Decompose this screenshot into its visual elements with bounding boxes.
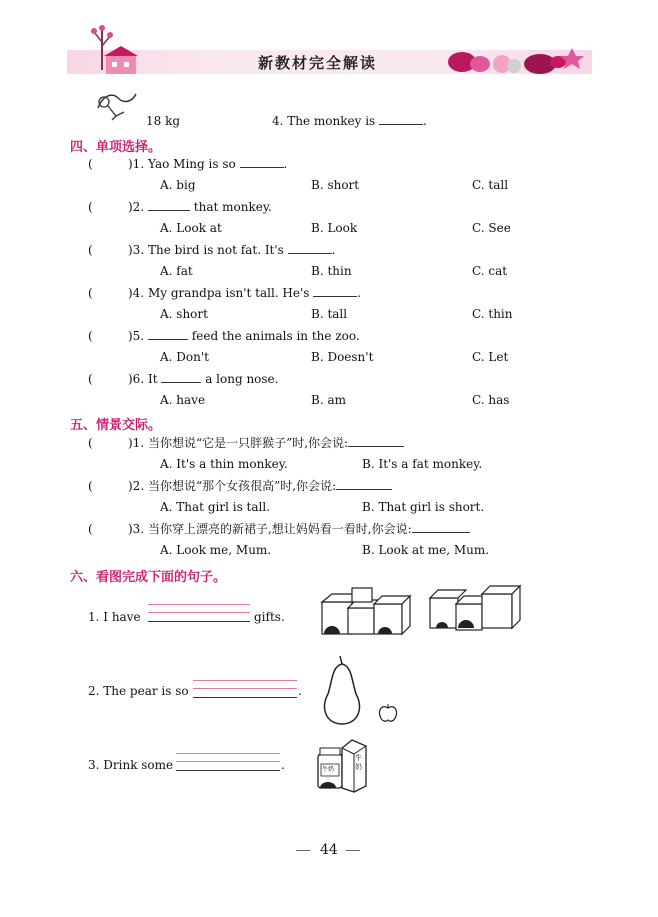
sentence-3: 3. Drink some [88,758,174,772]
option-b: B. Look at me, Mum. [362,543,490,557]
writing-line [148,604,250,605]
question-text: )3. The bird is not fat. It's . [128,243,336,257]
section-4-heading: 四、单项选择。 [70,140,162,155]
writing-line [193,680,297,681]
question-row: ( [88,479,93,493]
question-text: )2. 当你想说“那个女孩很高”时,你会说: [128,479,392,493]
q4-monkey: 4. The monkey is . [272,114,427,128]
option-b: B. thin [311,264,352,278]
option-c: C. Let [472,350,509,364]
writing-line [176,761,280,762]
option-a: A. Don't [160,350,209,364]
question-row: ( [88,436,93,450]
sentence-3-end: . [281,758,285,772]
question-row: ( [88,286,93,300]
option-c: C. See [472,221,511,235]
writing-line [176,753,280,754]
option-b: B. Look [311,221,358,235]
q4-text: 4. The monkey is [272,114,376,128]
question-text: )5. feed the animals in the zoo. [128,329,360,343]
page-number: 44 [320,842,338,858]
answer-line[interactable] [148,621,250,622]
question-text: )1. Yao Ming is so . [128,157,288,171]
option-a: A. fat [160,264,193,278]
option-b: B. short [311,178,360,192]
weight-label: 18 kg [146,114,181,128]
answer-line[interactable] [176,770,280,771]
answer-blank[interactable] [161,372,201,383]
answer-blank[interactable] [348,436,404,447]
sentence-1: 1. I have [88,610,141,624]
option-c: C. thin [472,307,513,321]
sentence-1-end: gifts. [254,610,285,624]
option-b: B. tall [311,307,348,321]
answer-blank[interactable] [240,157,284,168]
option-b: B. am [311,393,346,407]
house-tree-illustration [62,22,152,78]
section-6-heading: 六、看图完成下面的句子。 [70,570,227,585]
question-row: ( [88,200,93,214]
footer-dash-left [296,850,310,851]
option-a: A. have [160,393,206,407]
answer-blank[interactable] [148,329,188,340]
option-b: B. Doesn't [311,350,374,364]
option-a: A. It's a thin monkey. [160,457,288,471]
writing-line [148,612,250,613]
sentence-2-end: . [298,684,302,698]
option-a: A. That girl is tall. [160,500,271,514]
answer-blank[interactable] [148,200,190,211]
answer-blank[interactable] [379,114,423,125]
answer-blank[interactable] [313,286,357,297]
footer-dash-right [346,850,360,851]
pear-and-apple-image [318,652,414,728]
question-row: ( [88,329,93,343]
option-b: B. It's a fat monkey. [362,457,483,471]
sentence-2: 2. The pear is so [88,684,189,698]
header-title: 新教材完全解读 [258,54,378,72]
answer-blank[interactable] [412,522,470,533]
option-a: A. Look at [160,221,222,235]
gift-boxes-image [318,584,538,638]
writing-line [193,688,297,689]
option-c: C. tall [472,178,509,192]
flower-decoration [432,38,592,78]
option-a: A. Look me, Mum. [160,543,272,557]
question-row: ( [88,522,93,536]
question-row: ( [88,243,93,257]
option-b: B. That girl is short. [362,500,485,514]
option-c: C. has [472,393,510,407]
milk-box-label: 牛奶 [355,754,362,771]
option-a: A. big [160,178,196,192]
question-text: )3. 当你穿上漂亮的新裙子,想让妈妈看一看时,你会说: [128,522,470,536]
answer-blank[interactable] [336,479,392,490]
section-5-heading: 五、情景交际。 [70,418,162,433]
question-text: )4. My grandpa isn't tall. He's . [128,286,362,300]
answer-blank[interactable] [288,243,332,254]
monkey-icon [90,88,140,122]
question-row: ( [88,157,93,171]
question-text: )2. that monkey. [128,200,272,214]
question-row: ( [88,372,93,386]
option-c: C. cat [472,264,508,278]
question-text: )1. 当你想说“它是一只胖猴子”时,你会说: [128,436,404,450]
milk-jar-label: 牛奶 [322,766,335,773]
answer-line[interactable] [193,697,297,698]
question-text: )6. It a long nose. [128,372,279,386]
option-a: A. short [160,307,208,321]
